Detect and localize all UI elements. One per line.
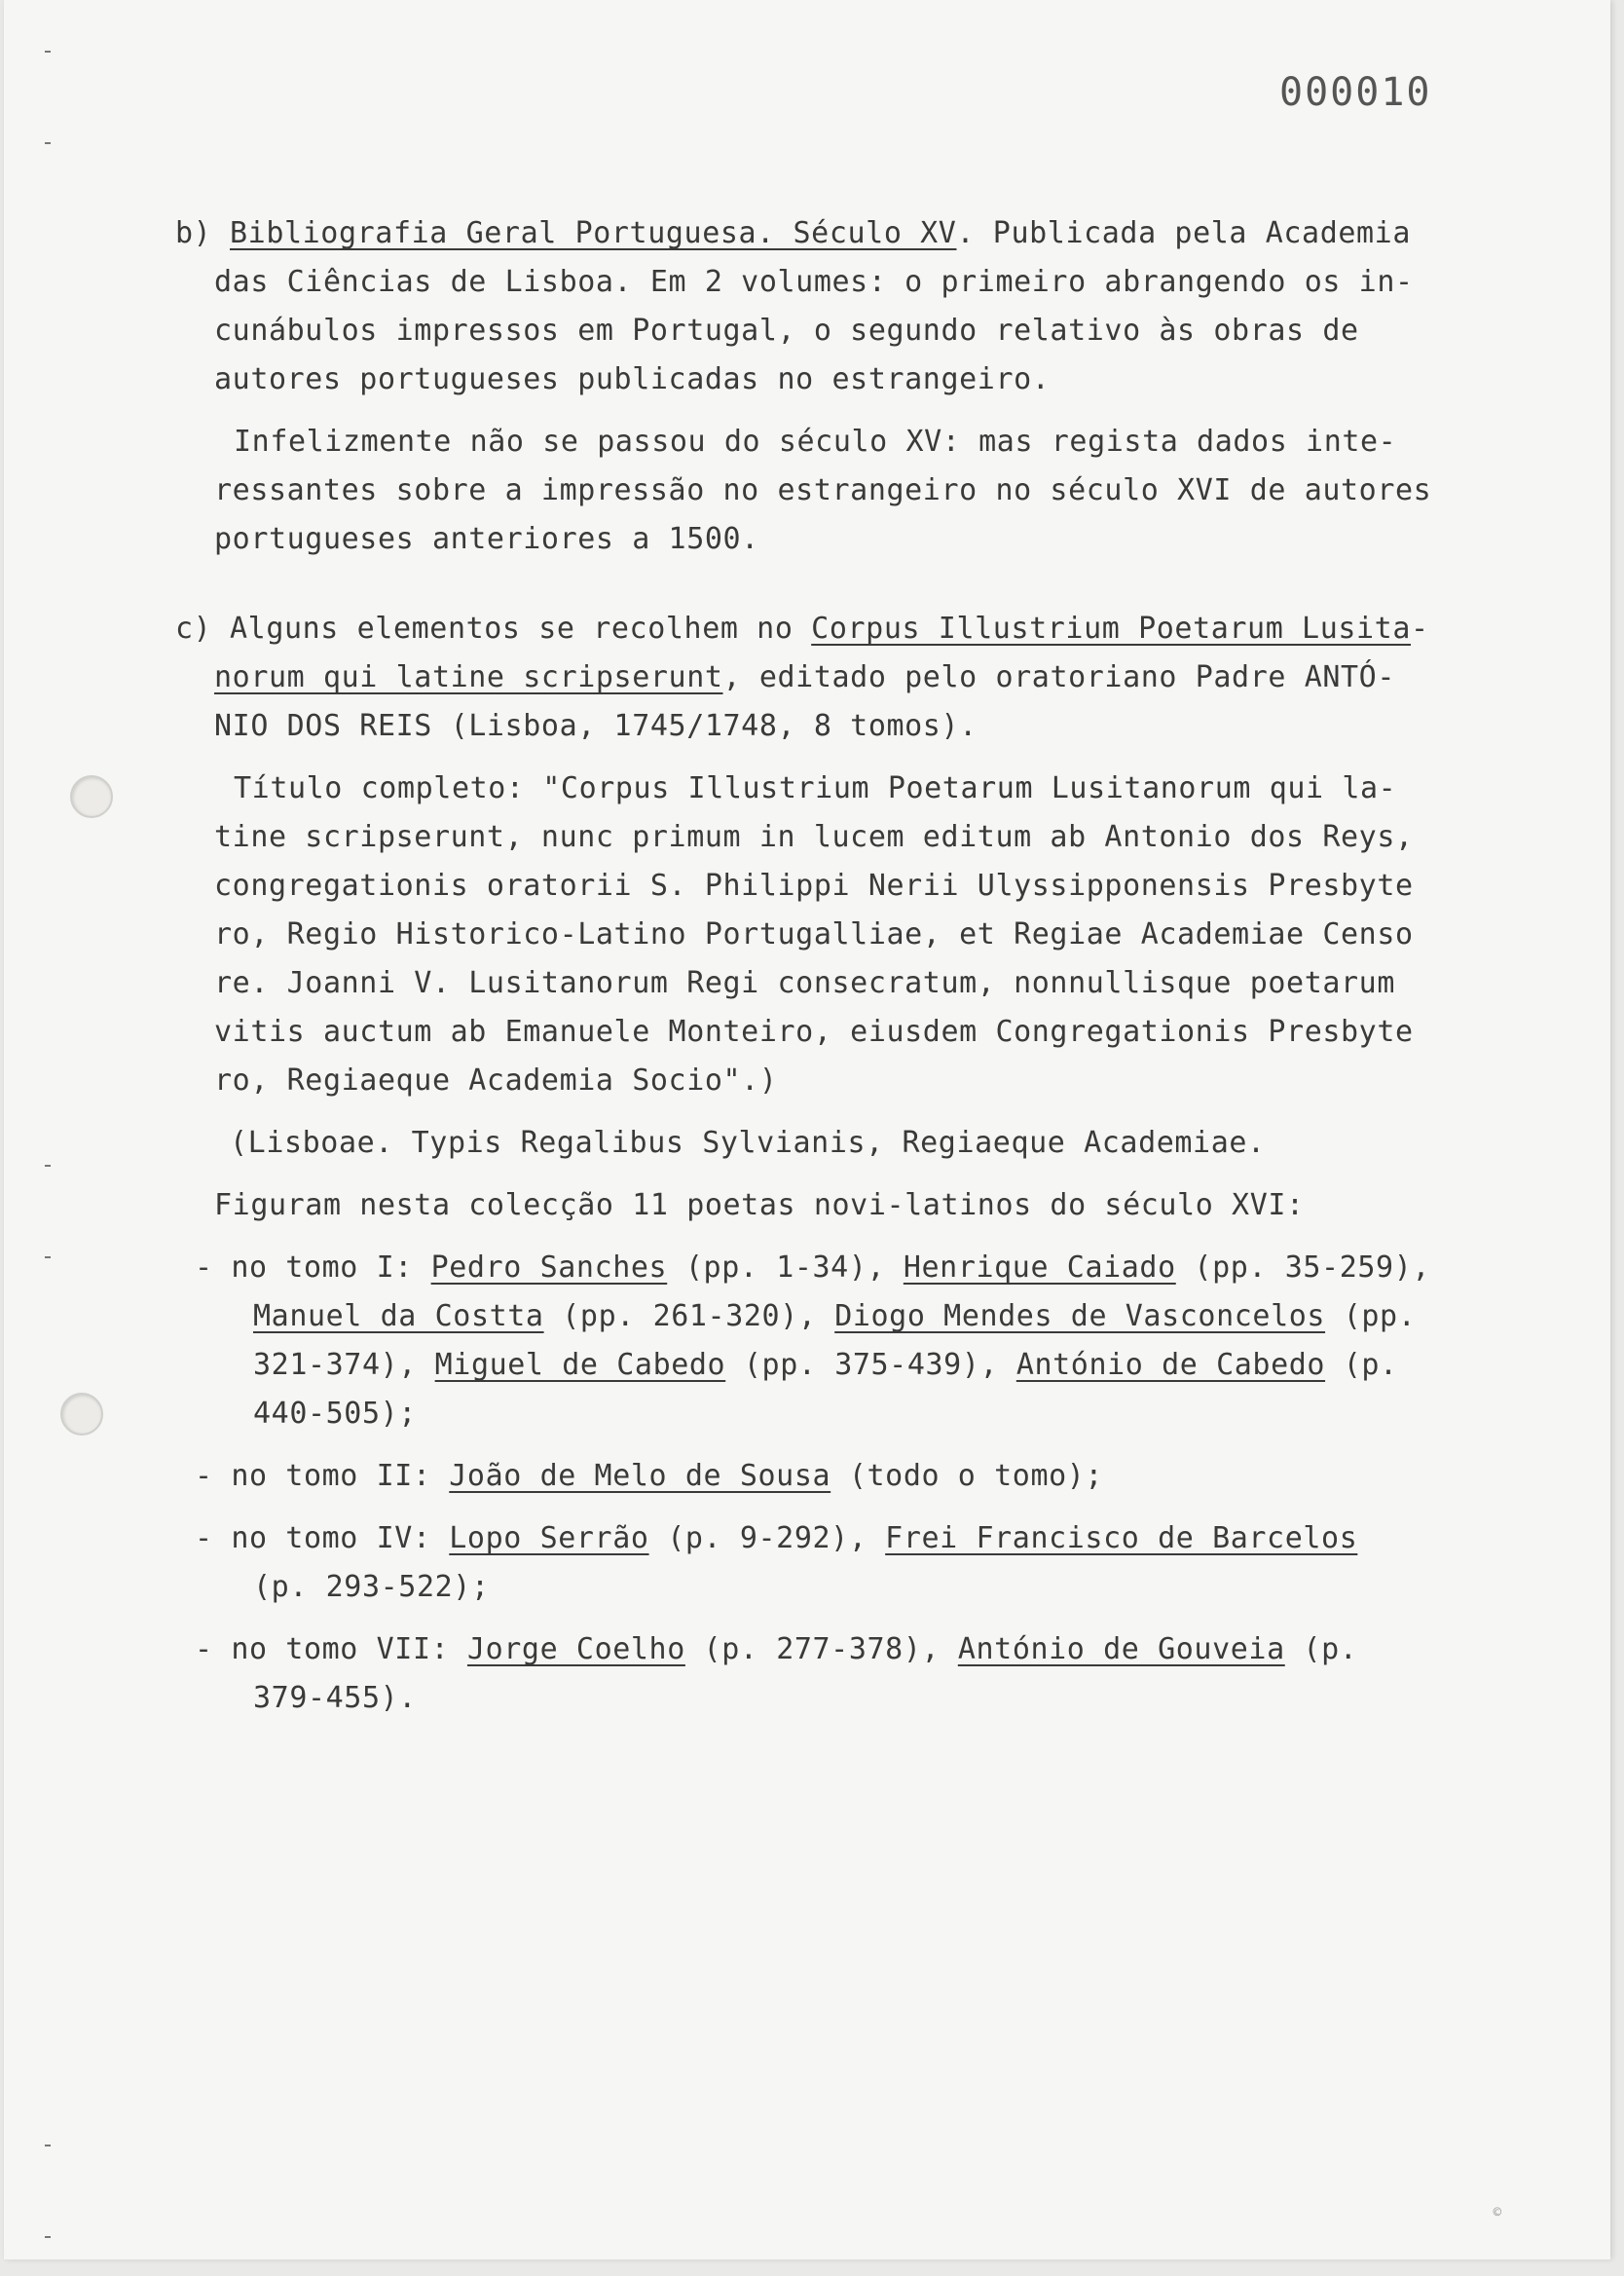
section-b-p2-line-2: ressantes sobre a impressão no estrangeiro no século XVI de autores: [214, 473, 1432, 507]
full-title-line: vitis auctum ab Emanuele Monteiro, eiusdem Congregationis Presbyte: [214, 1015, 1414, 1049]
edge-mark: [45, 1256, 51, 1258]
section-b-p2-line-3: portugueses anteriores a 1500.: [214, 522, 759, 556]
volume-prefix: - no tomo VII:: [195, 1632, 467, 1666]
poet-name: António de Cabedo: [1015, 1348, 1326, 1382]
poet-name: Diogo Mendes de Vasconcelos: [834, 1299, 1326, 1333]
section-b-text: . Publicada pela Academia: [956, 216, 1412, 250]
page-range: 440-505);: [253, 1397, 417, 1431]
poet-name: Henrique Caiado: [903, 1250, 1176, 1285]
page-range: (pp. 375-439),: [725, 1348, 1016, 1382]
corpus-title-part2: norum qui latine scripserunt: [214, 660, 723, 694]
section-b-title: Bibliografia Geral Portuguesa. Século XV: [230, 216, 957, 250]
volume-item: [175, 1625, 1597, 1674]
full-title-line: re. Joanni V. Lusitanorum Regi consecratum, nonnullisque poetarum: [214, 966, 1395, 1000]
section-c-line-3: NIO DOS REIS (Lisboa, 1745/1748, 8 tomos).: [214, 709, 978, 743]
section-b-line-4: autores portugueses publicadas no estrangeiro.: [214, 362, 1051, 396]
document-body: [175, 209, 1597, 1736]
full-title-line: Título completo: "Corpus Illustrium Poetarum Lusitanorum qui la-: [234, 771, 1397, 805]
intro-line: Figuram nesta colecção 11 poetas novi-latinos do século XVI:: [214, 1188, 1305, 1222]
section-c-label: c): [175, 612, 212, 646]
poet-name: Lopo Serrão: [449, 1521, 649, 1555]
page-range: (pp.: [1325, 1299, 1417, 1333]
volume-item-continuation: [175, 1563, 1597, 1612]
volume-item-continuation: [175, 1674, 1597, 1723]
section-b-line-1: [175, 209, 1597, 258]
section-b-p2-line-1: Infelizmente não se passou do século XV: mas regista dados inte-: [234, 425, 1397, 459]
corpus-title-part1: Corpus Illustrium Poetarum Lusita: [811, 612, 1412, 646]
edge-mark: [45, 142, 51, 144]
poet-name: João de Melo de Sousa: [449, 1459, 831, 1493]
section-b-line-3: cunábulos impressos em Portugal, o segundo relativo às obras de: [214, 314, 1359, 348]
poet-name: Manuel da Costta: [253, 1299, 544, 1333]
volume-item: [175, 1452, 1597, 1501]
edge-mark: [45, 1165, 51, 1167]
volume-item: [175, 1244, 1597, 1292]
section-c-line-1: [175, 605, 1597, 653]
edge-mark: [45, 2236, 51, 2238]
volume-prefix: - no tomo II:: [195, 1459, 450, 1493]
page-range: (p. 9-292),: [648, 1521, 886, 1555]
edge-mark: [45, 2145, 51, 2146]
page-range: 321-374),: [253, 1348, 435, 1382]
page-number: 000010: [1279, 70, 1432, 115]
punch-hole: [70, 775, 113, 818]
page-range: (pp. 261-320),: [543, 1299, 835, 1333]
page-range: (p. 277-378),: [684, 1632, 958, 1666]
page-range: 379-455).: [253, 1681, 417, 1715]
page-range: (p.: [1325, 1348, 1398, 1382]
section-c-line-2: [175, 653, 1597, 702]
full-title-line: ro, Regiaeque Academia Socio".): [214, 1063, 778, 1098]
poet-name: Jorge Coelho: [466, 1632, 685, 1666]
page-range: (todo o tomo);: [830, 1459, 1104, 1493]
section-c-text: Alguns elementos se recolhem no: [230, 612, 812, 646]
full-title-line: congregationis oratorii S. Philippi Nerii Ulyssipponensis Presbyte: [214, 869, 1414, 903]
poet-name: Miguel de Cabedo: [434, 1348, 726, 1382]
page-range: (pp. 35-259),: [1175, 1250, 1431, 1285]
full-title-block: [175, 765, 1597, 1105]
corner-mark: ©: [1493, 2205, 1501, 2220]
full-title-line: ro, Regio Historico-Latino Portugalliae, et Regiae Academiae Censo: [214, 917, 1414, 951]
volume-prefix: - no tomo I:: [195, 1250, 431, 1285]
full-title-line: tine scripserunt, nunc primum in lucem editum ab Antonio dos Reys,: [214, 820, 1414, 854]
volumes-list: [175, 1244, 1597, 1736]
poet-name: Frei Francisco de Barcelos: [885, 1521, 1358, 1555]
volume-item-continuation: [175, 1341, 1597, 1390]
document-page: [4, 0, 1610, 2259]
punch-hole: [60, 1393, 103, 1436]
page-range: (pp. 1-34),: [667, 1250, 904, 1285]
section-b-line-2: das Ciências de Lisboa. Em 2 volumes: o primeiro abrangendo os in-: [214, 265, 1414, 299]
volume-item-continuation: [175, 1292, 1597, 1341]
imprint-line: (Lisboae. Typis Regalibus Sylvianis, Regiaeque Academiae.: [230, 1126, 1266, 1160]
title-hyphen: -: [1411, 612, 1429, 646]
volume-item-continuation: [175, 1390, 1597, 1438]
section-c-text: , editado pelo oratoriano Padre ANTÓ-: [722, 660, 1396, 694]
page-range: (p.: [1284, 1632, 1358, 1666]
page-range: (p. 293-522);: [253, 1570, 490, 1604]
poet-name: António de Gouveia: [957, 1632, 1285, 1666]
poet-name: Pedro Sanches: [430, 1250, 668, 1285]
volume-prefix: - no tomo IV:: [195, 1521, 450, 1555]
section-b-label: b): [175, 216, 212, 250]
volume-item: [175, 1514, 1597, 1563]
edge-mark: [45, 51, 51, 53]
